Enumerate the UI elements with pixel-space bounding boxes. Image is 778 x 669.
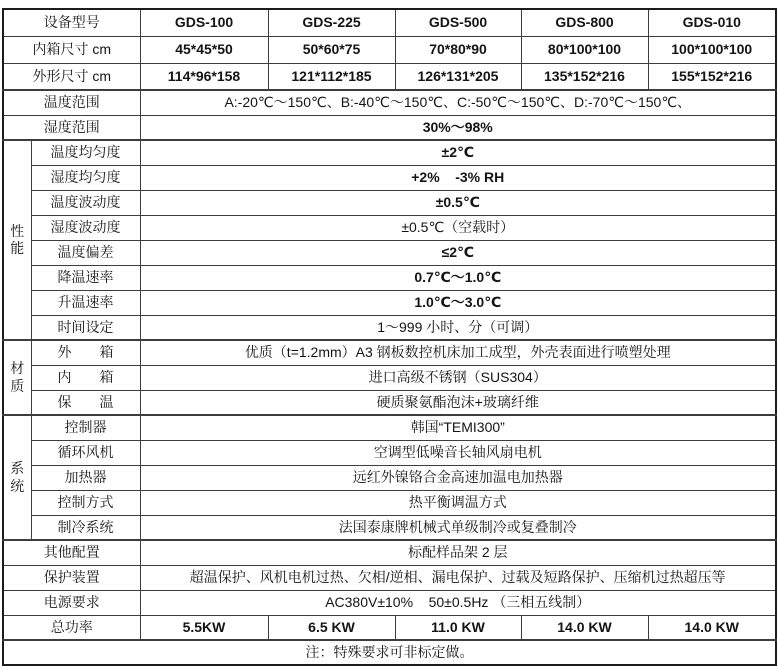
spec-value: 155*152*216: [648, 63, 776, 90]
table-row: [3, 290, 776, 315]
row-label: 循环风机: [31, 440, 140, 465]
spec-value: 远红外镍铬合金高速加温电加热器: [140, 465, 776, 490]
spec-table-body: [3, 9, 776, 665]
spec-value: 114*96*158: [140, 63, 268, 90]
row-label: 温度均匀度: [31, 140, 140, 165]
row-label: 控制器: [31, 415, 140, 440]
spec-value: ±0.5℃: [140, 190, 776, 215]
note-text: 注：特殊要求可非标定做。: [3, 640, 776, 665]
table-row: [3, 440, 776, 465]
row-label: 保护装置: [3, 565, 140, 590]
table-row: [3, 640, 776, 665]
power-value: 6.5 KW: [268, 615, 395, 640]
spec-value: 1.0℃～3.0℃: [140, 290, 776, 315]
model-name: GDS-010: [648, 9, 776, 36]
spec-value: 0.7℃～1.0℃: [140, 265, 776, 290]
table-row: [3, 315, 776, 340]
spec-value: ±2℃: [140, 140, 776, 165]
spec-value: +2% -3% RH: [140, 165, 776, 190]
model-name: GDS-225: [268, 9, 395, 36]
table-row: [3, 365, 776, 390]
spec-value: 100*100*100: [648, 36, 776, 63]
spec-value: 80*100*100: [521, 36, 648, 63]
group-label: 性能: [3, 140, 31, 340]
spec-value: 135*152*216: [521, 63, 648, 90]
table-row: [3, 165, 776, 190]
row-label: 内箱尺寸 cm: [3, 36, 140, 63]
spec-value: 70*80*90: [395, 36, 521, 63]
row-label: 湿度范围: [3, 115, 140, 140]
spec-value: 45*45*50: [140, 36, 268, 63]
spec-value: 韩国“TEMI300”: [140, 415, 776, 440]
row-label: 总功率: [3, 615, 140, 640]
row-label: 内 箱: [31, 365, 140, 390]
group-label: 系统: [3, 415, 31, 540]
model-name: GDS-500: [395, 9, 521, 36]
table-row: [3, 515, 776, 540]
spec-value: 法国泰康牌机械式单级制冷或复叠制冷: [140, 515, 776, 540]
row-label: 保 温: [31, 390, 140, 415]
row-label: 湿度均匀度: [31, 165, 140, 190]
spec-value: 优质（t=1.2mm）A3 钢板数控机床加工成型，外壳表面进行喷塑处理: [140, 340, 776, 365]
table-row: [3, 390, 776, 415]
row-label: 湿度波动度: [31, 215, 140, 240]
spec-value: 空调型低噪音长轴风扇电机: [140, 440, 776, 465]
row-label: 温度偏差: [31, 240, 140, 265]
power-value: 14.0 KW: [648, 615, 776, 640]
table-row: [3, 63, 776, 90]
group-label: 材质: [3, 340, 31, 415]
row-label: 时间设定: [31, 315, 140, 340]
table-row: [3, 240, 776, 265]
table-row: [3, 190, 776, 215]
table-row: [3, 540, 776, 565]
table-row: [3, 465, 776, 490]
row-label: 外 箱: [31, 340, 140, 365]
table-row: [3, 36, 776, 63]
power-value: 14.0 KW: [521, 615, 648, 640]
row-label: 升温速率: [31, 290, 140, 315]
spec-value: ≤2℃: [140, 240, 776, 265]
row-label: 控制方式: [31, 490, 140, 515]
spec-value: 硬质聚氨酯泡沫+玻璃纤维: [140, 390, 776, 415]
row-label: 加热器: [31, 465, 140, 490]
spec-value: 126*131*205: [395, 63, 521, 90]
table-row: [3, 265, 776, 290]
model-name: GDS-100: [140, 9, 268, 36]
table-row: [3, 115, 776, 140]
spec-value: 超温保护、风机电机过热、欠相/逆相、漏电保护、过载及短路保护、压缩机过热超压等: [140, 565, 776, 590]
power-value: 11.0 KW: [395, 615, 521, 640]
spec-value: 30%～98%: [140, 115, 776, 140]
row-label: 其他配置: [3, 540, 140, 565]
spec-value: ±0.5℃（空载时）: [140, 215, 776, 240]
row-label: 电源要求: [3, 590, 140, 615]
row-label: 设备型号: [3, 9, 140, 36]
row-label: 降温速率: [31, 265, 140, 290]
row-label: 温度波动度: [31, 190, 140, 215]
table-row: [3, 615, 776, 640]
table-row: [3, 415, 776, 440]
spec-value: 热平衡调温方式: [140, 490, 776, 515]
row-label: 外形尺寸 cm: [3, 63, 140, 90]
table-row: [3, 9, 776, 36]
table-row: [3, 565, 776, 590]
table-row: [3, 140, 776, 165]
table-row: [3, 590, 776, 615]
spec-value: 标配样品架 2 层: [140, 540, 776, 565]
spec-value: 50*60*75: [268, 36, 395, 63]
power-value: 5.5KW: [140, 615, 268, 640]
table-row: [3, 340, 776, 365]
spec-value: 进口高级不锈钢（SUS304）: [140, 365, 776, 390]
spec-value: 1～999 小时、分（可调）: [140, 315, 776, 340]
table-row: [3, 215, 776, 240]
table-row: [3, 90, 776, 115]
row-label: 温度范围: [3, 90, 140, 115]
spec-value: A:-20℃～150℃、B:-40℃～150℃、C:-50℃～150℃、D:-70℃～150℃、: [140, 90, 776, 115]
spec-table: [2, 8, 777, 666]
table-row: [3, 490, 776, 515]
model-name: GDS-800: [521, 9, 648, 36]
row-label: 制冷系统: [31, 515, 140, 540]
spec-value: AC380V±10% 50±0.5Hz （三相五线制）: [140, 590, 776, 615]
spec-value: 121*112*185: [268, 63, 395, 90]
